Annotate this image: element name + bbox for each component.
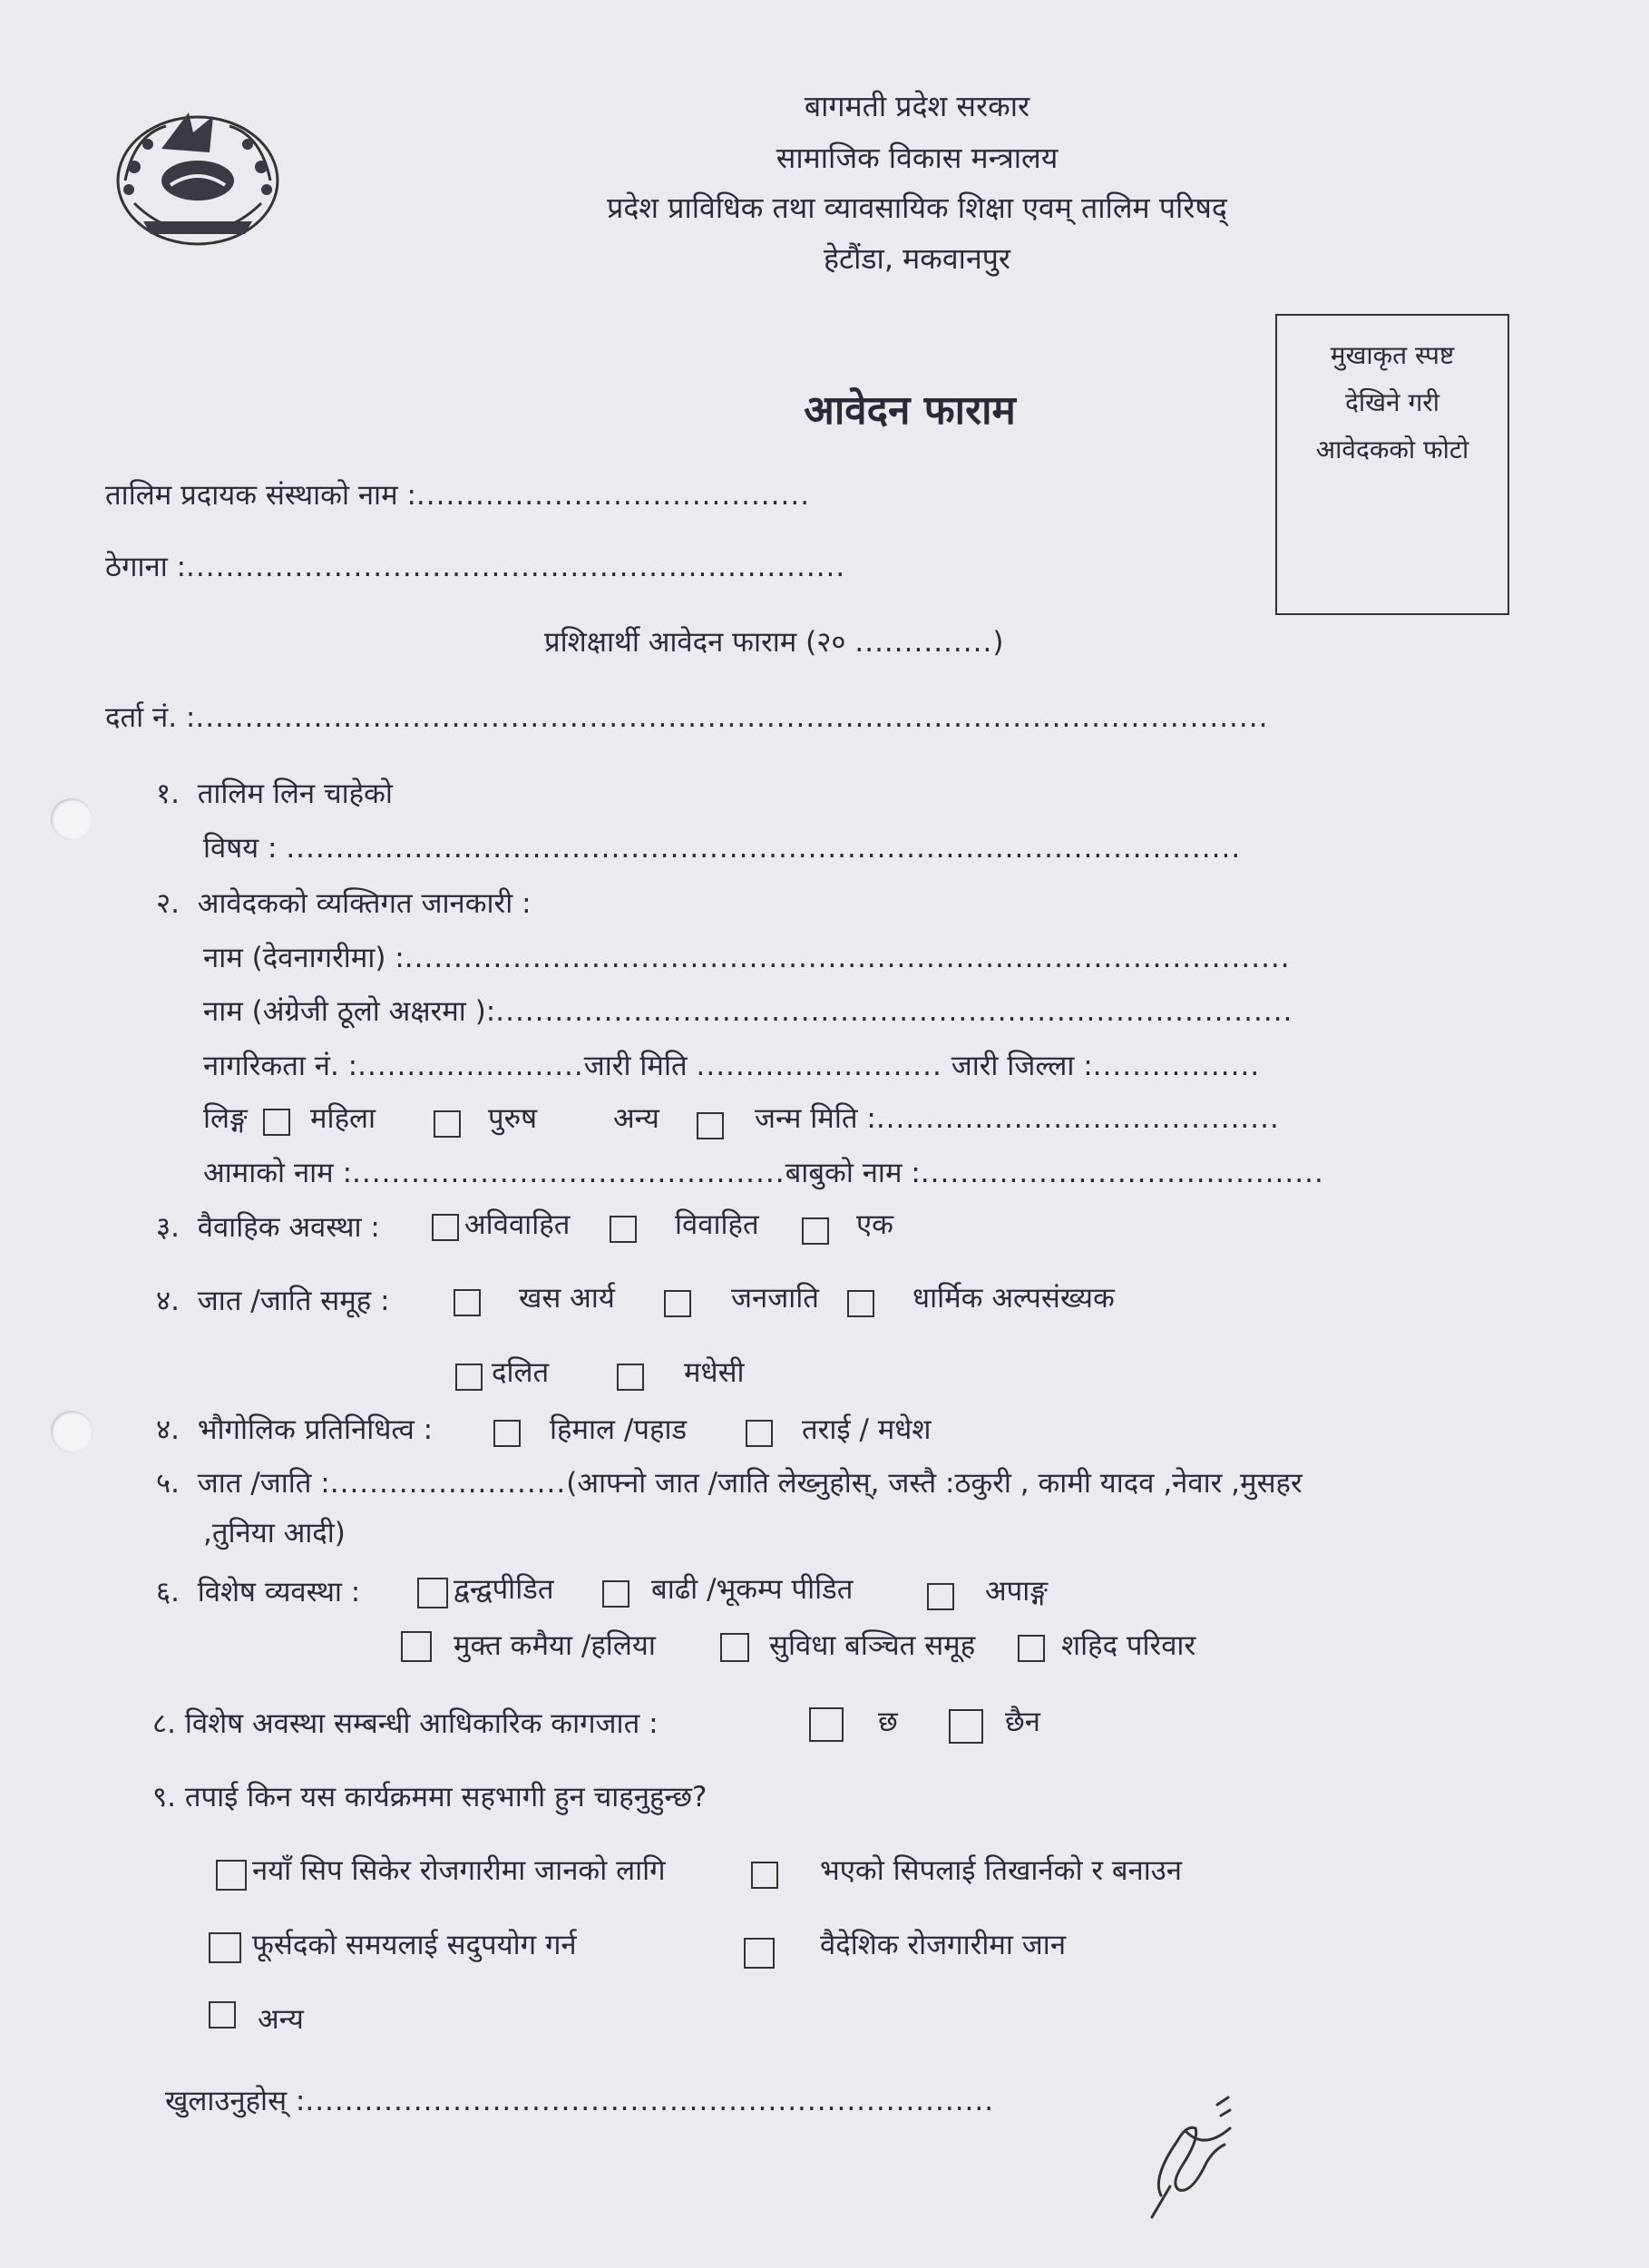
subject-label: विषय : [203, 832, 278, 865]
photo-box-line3: आवेदकको फोटो [1315, 435, 1469, 464]
religious-minority-label: धार्मिक अल्पसंख्यक [912, 1282, 1115, 1315]
single-label: एक [856, 1208, 893, 1241]
q6-number: ६. [156, 1576, 180, 1608]
q8-number: ८. [152, 1707, 176, 1740]
male-checkbox[interactable] [434, 1110, 461, 1138]
married-checkbox[interactable] [610, 1216, 637, 1243]
q4-geo-number: ४. [156, 1413, 180, 1446]
q8-row [152, 1707, 659, 1741]
header-council: प्रदेश प्राविधिक तथा व्यावसायिक शिक्षा एवम् तालिम परिषद् [607, 191, 1227, 225]
institution-label: तालिम प्रदायक संस्थाको नाम : [105, 479, 416, 512]
subject-row [203, 832, 1241, 865]
institution-field[interactable]: ........................................ [415, 479, 811, 512]
father-name-field[interactable]: ......................................... [920, 1157, 1324, 1189]
female-checkbox[interactable] [263, 1109, 290, 1136]
name-devanagari-row [203, 942, 1291, 975]
punch-hole-top [51, 798, 93, 840]
sharpen-skill-label: भएको सिपलाई तिखार्नको र बनाउन [820, 1854, 1182, 1887]
address-field[interactable]: ................................................................... [186, 551, 846, 583]
q6-label: विशेष व्यवस्था : [197, 1576, 361, 1608]
dalit-checkbox[interactable] [455, 1364, 483, 1391]
q1-row [156, 777, 393, 811]
name-english-row [203, 995, 1293, 1029]
female-label: महिला [310, 1102, 376, 1135]
khas-arya-checkbox[interactable] [454, 1289, 481, 1316]
q9-row [152, 1781, 707, 1814]
address-label: ठेगाना : [105, 551, 187, 583]
citizenship-field[interactable]: ....................... [357, 1050, 584, 1082]
name-devanagari-label: नाम (देवनागरीमा) : [203, 942, 405, 974]
citizenship-label: नागरिकता नं. : [203, 1050, 358, 1082]
deprived-group-checkbox[interactable] [720, 1633, 749, 1662]
q3-row [156, 1211, 380, 1245]
other-gender-checkbox[interactable] [697, 1112, 724, 1139]
father-name-label: बाबुको नाम : [785, 1157, 921, 1189]
q4-caste-number: ४. [156, 1285, 180, 1317]
new-skill-label: नयाँ सिप सिकेर रोजगारीमा जानको लागि [252, 1854, 666, 1887]
q5-hint-line1: (आफ्नो जात /जाति लेख्नुहोस्, जस्तै :ठकुरी , कामी यादव ,नेवार ,मुसहर [566, 1467, 1303, 1500]
gender-label: लिङ्ग [203, 1102, 248, 1135]
q5-hint-line2: ,तुनिया आदी) [203, 1517, 346, 1549]
flood-earthquake-label: बाढी /भूकम्प पीडित [651, 1573, 854, 1606]
name-devanagari-field[interactable]: .......................................................................................... [404, 942, 1291, 974]
registration-label: दर्ता नं. : [105, 701, 196, 734]
martyr-family-checkbox[interactable] [1018, 1635, 1045, 1662]
q4-geo-row [156, 1413, 433, 1447]
dob-row [755, 1102, 1280, 1136]
photo-box[interactable] [1275, 314, 1509, 615]
himal-pahad-checkbox[interactable] [493, 1420, 521, 1447]
q1-number: १. [156, 777, 180, 810]
subtitle-text: प्रशिक्षार्थी आवेदन फाराम (२० [544, 626, 846, 659]
subtitle-close: ) [992, 626, 1004, 659]
q2-row [156, 887, 532, 921]
q2-label: आवेदकको व्यक्तिगत जानकारी : [197, 887, 532, 920]
male-label: पुरुष [488, 1102, 538, 1135]
terai-madhesh-label: तराई / मधेश [802, 1413, 932, 1446]
single-checkbox[interactable] [802, 1217, 829, 1245]
document-yes-checkbox[interactable] [809, 1707, 844, 1742]
mother-name-field[interactable]: ............................................ [352, 1157, 785, 1189]
citizenship-row [203, 1050, 1260, 1083]
martyr-family-label: शहिद परिवार [1061, 1629, 1196, 1662]
issue-district-label: जारी जिल्ला : [951, 1050, 1093, 1082]
madhesi-label: मधेसी [684, 1356, 745, 1389]
madhesi-checkbox[interactable] [617, 1364, 644, 1391]
terai-madhesh-checkbox[interactable] [746, 1420, 773, 1447]
caste-field[interactable]: ........................ [329, 1467, 567, 1500]
registration-field[interactable]: ............................................................................................................. [195, 701, 1269, 734]
other-gender-label: अन्य [613, 1102, 659, 1135]
q4-caste-row [156, 1285, 390, 1318]
religious-minority-checkbox[interactable] [847, 1290, 874, 1317]
year-field[interactable]: .............. [854, 626, 993, 659]
dalit-label: दलित [492, 1356, 550, 1389]
other-reason-checkbox[interactable] [209, 2001, 236, 2028]
q3-label: वैवाहिक अवस्था : [197, 1211, 380, 1244]
foreign-employment-label: वैदेशिक रोजगारीमा जान [820, 1929, 1067, 1961]
freed-kamaiya-checkbox[interactable] [401, 1631, 432, 1662]
q5-row [156, 1467, 1303, 1501]
specify-label: खुलाउनुहोस् : [165, 2085, 306, 2117]
khas-arya-label: खस आर्य [519, 1282, 615, 1315]
unmarried-label: अविवाहित [464, 1208, 571, 1241]
issue-date-label: जारी मिति [583, 1050, 688, 1082]
new-skill-checkbox[interactable] [216, 1860, 247, 1891]
government-emblem-icon [107, 94, 288, 256]
issue-date-field[interactable]: ......................... [696, 1050, 942, 1082]
name-english-label: नाम (अंग्रेजी ठूलो अक्षरमा ): [203, 995, 496, 1028]
specify-row [165, 2085, 994, 2118]
specify-field[interactable]: ...................................................................... [305, 2085, 995, 2117]
q2-number: २. [156, 887, 180, 920]
sharpen-skill-checkbox[interactable] [751, 1862, 778, 1889]
dob-label: जन्म मिति : [755, 1102, 876, 1135]
flood-earthquake-checkbox[interactable] [602, 1580, 629, 1608]
conflict-victim-label: द्वन्द्वपीडित [454, 1573, 554, 1606]
q4-caste-label: जात /जाति समूह : [197, 1285, 390, 1317]
q8-label: विशेष अवस्था सम्बन्धी आधिकारिक कागजात : [184, 1707, 659, 1740]
name-english-field[interactable]: ................................................................................. [495, 995, 1293, 1028]
foreign-employment-checkbox[interactable] [744, 1938, 775, 1969]
form-title: आवेदन फाराम [804, 387, 1016, 434]
document-yes-label: छ [878, 1706, 898, 1738]
leisure-label: फूर्सदको समयलाई सदुपयोग गर्न [252, 1929, 577, 1961]
punch-hole-bottom [51, 1411, 93, 1452]
disabled-checkbox[interactable] [927, 1583, 954, 1610]
dob-field[interactable]: ......................................... [875, 1102, 1280, 1135]
registration-row [105, 701, 1268, 735]
janajati-label: जनजाति [731, 1282, 819, 1315]
header-location: हेटौंडा, मकवानपुर [824, 241, 1010, 276]
parents-row [203, 1157, 1324, 1190]
document-no-label: छैन [1005, 1706, 1040, 1738]
married-label: विवाहित [675, 1208, 759, 1241]
q3-number: ३. [156, 1211, 180, 1244]
janajati-checkbox[interactable] [664, 1290, 691, 1317]
q9-number: ९. [152, 1781, 176, 1813]
q9-label: तपाई किन यस कार्यक्रममा सहभागी हुन चाहनुहुन्छ? [184, 1781, 707, 1813]
other-reason-label: अन्य [258, 2003, 304, 2036]
q6-row [156, 1576, 360, 1609]
deprived-group-label: सुविधा बञ्चित समूह [769, 1629, 976, 1662]
signature-icon [1134, 2077, 1261, 2223]
header-ministry: सामाजिक विकास मन्त्रालय [776, 141, 1059, 175]
conflict-victim-checkbox[interactable] [417, 1578, 448, 1608]
disabled-label: अपाङ्ग [985, 1575, 1048, 1608]
photo-box-line2: देखिने गरी [1345, 387, 1439, 417]
document-no-checkbox[interactable] [949, 1709, 983, 1744]
unmarried-checkbox[interactable] [432, 1214, 459, 1241]
photo-box-line1: मुखाकृत स्पष्ट [1330, 340, 1455, 370]
address-row [105, 551, 845, 584]
q1-label: तालिम लिन चाहेको [197, 777, 393, 810]
subtitle-row [544, 626, 1003, 660]
q5-number: ५. [156, 1467, 180, 1500]
q4-geo-label: भौगोलिक प्रतिनिधित्व : [197, 1413, 434, 1446]
subject-field[interactable]: ................................................................................................. [286, 832, 1242, 865]
issue-district-field[interactable]: ................. [1092, 1050, 1261, 1082]
leisure-checkbox[interactable] [209, 1932, 241, 1963]
header-government: बागमती प्रदेश सरकार [804, 89, 1030, 123]
mother-name-label: आमाको नाम : [203, 1157, 353, 1189]
q5-label: जात /जाति : [197, 1467, 330, 1500]
institution-row [105, 479, 810, 513]
himal-pahad-label: हिमाल /पहाड [550, 1413, 688, 1446]
freed-kamaiya-label: मुक्त कमैया /हलिया [454, 1629, 656, 1662]
